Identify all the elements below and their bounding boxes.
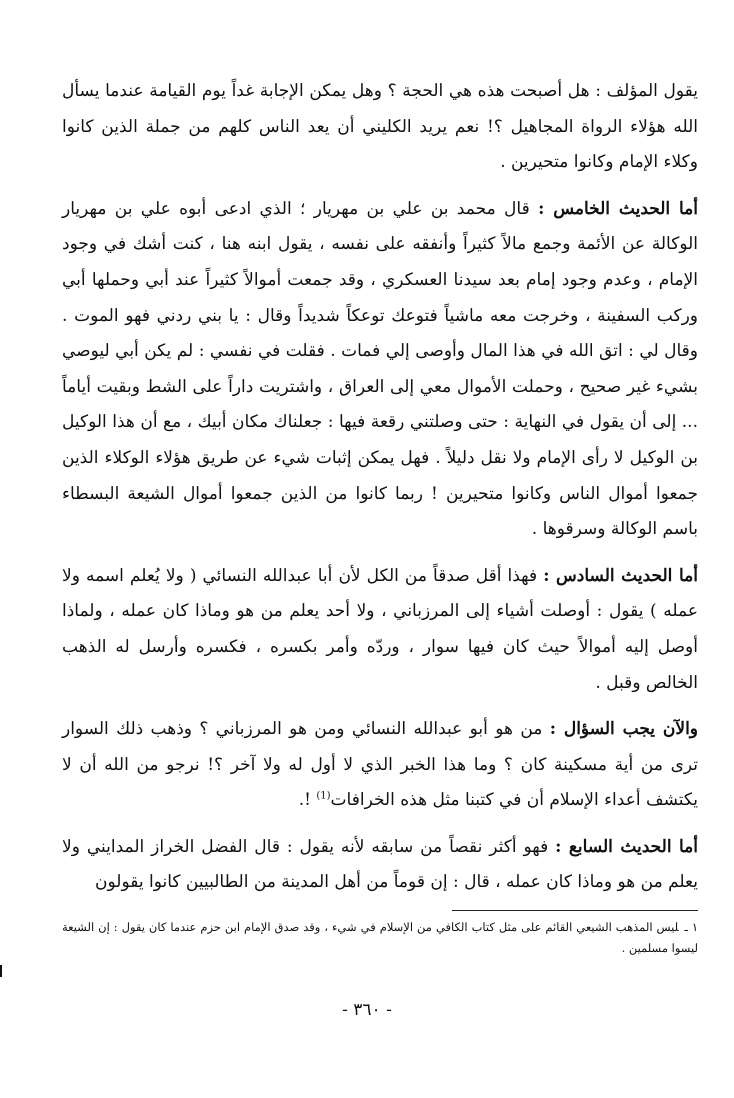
page-body [62,74,698,910]
footnote [62,917,698,959]
paragraph-text: قال محمد بن علي بن مهريار ؛ الذي ادعى أبوه علي بن مهريار الوكالة عن الأئمة وجمع مالاً كثيراً وأنفقه على نفسه ، يقول ابنه هنا ، كنت أشك في وجود الإمام ، وعدم وجود إمام بعد سيدنا العسكري ، وقد جمعت أموالاً كثيراً عند أبي وحملها أبي وركب السفينة ، وخرجت معه ماشياً فتوعك توعكاً شديداً وقال : يا بني ردني فهو الموت . وقال لي : اتق الله في هذا المال وأوصى إلي فمات . فقلت في نفسي : لم يكن أبي ليوصي بشيء غير صحيح ، وحملت الأموال معي إلى العراق ، واشتريت داراً على الشط وبقيت أياماً ... إلى أن يقول في النهاية : حتى وصلتني رقعة فيها : جعلناك مكان أبيك ، مع أن هذا الوكيل بن الوكيل لا رأى الإمام ولا نقل دليلاً . فهل يمكن إثبات شيء عن طريق هؤلاء الوكلاء الذين جمعوا أموال الناس وكانوا متحيرين ! ربما كانوا من الذين جمعوا أموال الشيعة البسطاء باسم الوكالة وسرقوها . [62,198,698,540]
page-number: - ٣٦٠ - [342,1000,392,1020]
paragraph-2 [62,192,698,548]
footnote-text: ليس المذهب الشيعي القائم على مثل كتاب الكافي من الإسلام في شيء ، وقد صدق الإمام ابن حزم عندما كان يقول : إن الشيعة ليسوا مسلمين . [62,920,698,955]
paragraph-heading: والآن يجب السؤال : [549,719,698,740]
paragraph-1 [62,74,698,181]
footnote-separator [452,910,698,911]
paragraph-tail: !. [298,790,317,811]
paragraph-heading: أما الحديث السابع : [555,836,698,857]
footnote-reference[interactable]: (1) [316,790,331,802]
footnote-number: ١ ـ [684,920,698,934]
scan-edge-mark [0,965,2,977]
paragraph-text: فهذا أقل صدقاً من الكل لأن أبا عبدالله النسائي ( ولا يُعلم اسمه ولا عمله ) يقول : أوصلت أشياء إلى المرزباني ، ولا أحد يعلم من هو وماذا كان عمله ، ولماذا أوصل إليه أموالاً حيث كان فيها سوار ، وردّه وأمر بكسره ، فكسره وأرسل له الذهب الخالص وقبل . [62,565,698,693]
paragraph-text: يقول المؤلف : هل أصبحت هذه هي الحجة ؟ وهل يمكن الإجابة غداً يوم القيامة عندما يسأل الله هؤلاء الرواة المجاهيل ؟! نعم يريد الكليني أن يعد الناس كلهم من جملة الذين كانوا وكلاء الإمام وكانوا متحيرين . [62,81,698,173]
paragraph-text: فهو أكثر نقصاً من سابقه لأنه يقول : قال الفضل الخراز المدايني ولا يعلم من هو وماذا كان عمله ، قال : إن قوماً من أهل المدينة من الطالبيين كانوا يقولون [62,836,698,893]
paragraph-4 [62,712,698,819]
paragraph-heading: أما الحديث السادس : [543,565,698,586]
paragraph-5 [62,830,698,901]
paragraph-heading: أما الحديث الخامس : [538,198,698,219]
paragraph-text: من هو أبو عبدالله النسائي ومن هو المرزباني ؟ وذهب ذلك السوار ترى من أية مسكينة كان ؟ وما هذا الخبر الذي لا أول له ولا آخر ؟! نرجو من الله أن لا يكتشف أعداء الإسلام أن في كتبنا مثل هذه الخرافات [62,719,698,811]
paragraph-3 [62,559,698,701]
